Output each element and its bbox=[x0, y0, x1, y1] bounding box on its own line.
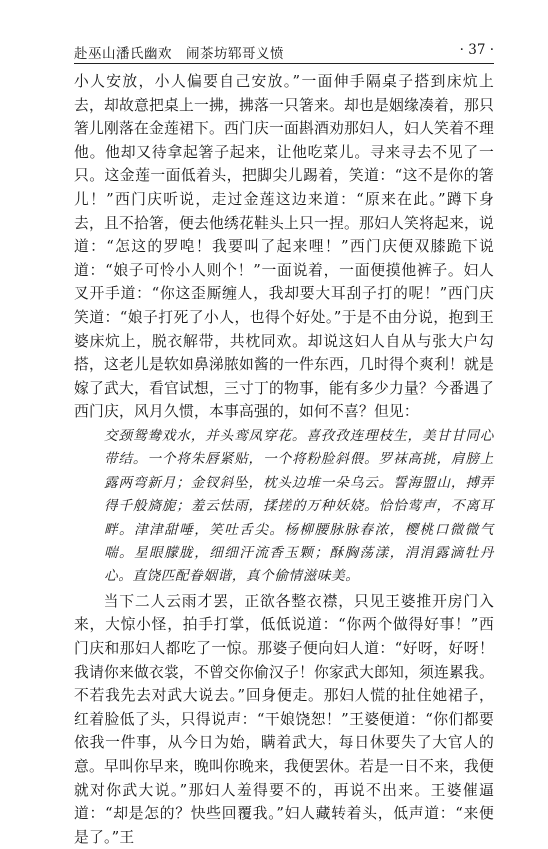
header-rule bbox=[74, 63, 494, 64]
running-header bbox=[74, 40, 494, 64]
page-body bbox=[74, 70, 494, 849]
poem-block: 交颈鸳鸯戏水，并头鸾凤穿花。喜孜孜连理枝生，美甘甘同心带结。一个将朱唇紧贴，一个将粉脸斜偎。罗袜高挑，肩膀上露两弯新月；金钗斜坠，枕头边堆一朵乌云。誓海盟山，搏弄得千般旖旎；羞云怯雨，揉搓的万种妖娆。恰恰莺声，不离耳畔。津津甜唾，笑吐舌尖。杨柳腰脉脉春浓，樱桃口微微气喘。星眼朦胧，细细汗流香玉颗；酥胸荡漾，涓涓露滴牡丹心。直饶匹配眷姻谐，真个偷情滋味美。 bbox=[104, 427, 494, 585]
paragraph-continued: 小人安放，小人偏要自己安放。”一面伸手隔桌子搭到床炕上去，却故意把桌上一拂，拂落一只箸来。却也是姻缘凑着，那只箸儿刚落在金莲裙下。西门庆一面斟酒劝那妇人，妇人笑着不理他。他却又待拿起箸子起来，让他吃菜儿。寻来寻去不见了一只。这金莲一面低着头，把脚尖儿踢着，笑道：“这不是你的箸儿！”西门庆听说，走过金莲这边来道：“原来在此。”蹲下身去，且不拾箸，便去他绣花鞋头上只一捏。那妇人笑将起来，说道：“怎这的罗唣！我要叫了起来哩！”西门庆便双膝跪下说道：“娘子可怜小人则个！”一面说着，一面便摸他裤子。妇人叉开手道：“你这歪厮缠人，我却要大耳刮子打的呢！”西门庆笑道：“娘子打死了小人，也得个好处。”于是不由分说，抱到王婆床炕上，脱衣解带，共枕同欢。却说这妇人自从与张大户勾搭，这老儿是软如鼻涕脓如酱的一件东西，几时得个爽利！就是嫁了武大，看官试想，三寸丁的物事，能有多少力量？今番遇了西门庆，风月久惯，本事高强的，如何不喜？但见： bbox=[74, 73, 494, 421]
paragraph-body: 当下二人云雨才罢，正欲各整衣襟，只见王婆推开房门入来，大惊小怪，拍手打掌，低低说道：“你两个做得好事！”西门庆和那妇人都吃了一惊。那婆子便向妇人道：“好呀，好呀！我请你来做衣裳，不曾交你偷汉子！你家武大郎知，须连累我。不若我先去对武大说去。”回身便走。那妇人慌的扯住她裙子，红着脸低了头，只得说声：“干娘饶恕！”王婆便道：“你们都要依我一件事，从今日为始，瞒着武大，每日休要失了大官人的意。早叫你早来，晚叫你晚来，我便罢休。若是一日不来，我便就对你武大说。”那妇人羞得要不的，再说不出来。王婆催逼道：“却是怎的？快些回覆我。”妇人藏转着头，低声道：“来便是了。”王 bbox=[74, 592, 494, 846]
chapter-title: 赴巫山潘氏幽欢 闹茶坊郓哥义愤 bbox=[74, 46, 284, 62]
page-number: · 37 · bbox=[459, 42, 494, 58]
